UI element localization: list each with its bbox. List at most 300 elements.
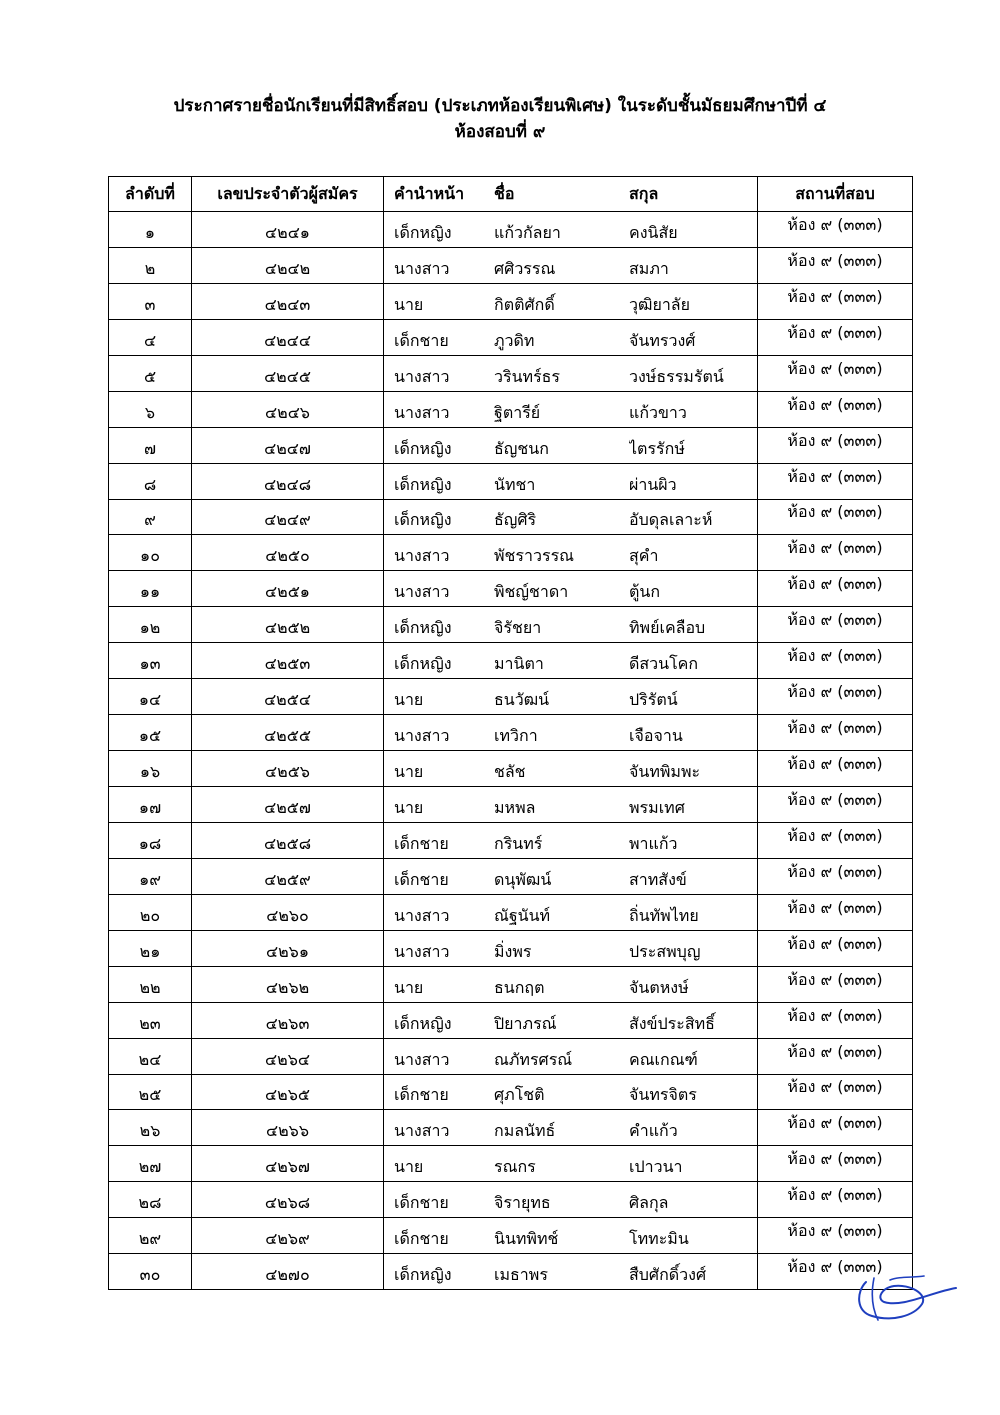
cell-first-name: [494, 930, 629, 966]
cell-prefix-text: นาย: [394, 797, 424, 817]
cell-number-text: ๒๕: [138, 1085, 162, 1105]
cell-number-text: ๑๓: [139, 654, 161, 674]
cell-first-name: [494, 1038, 629, 1074]
cell-first-name-text: นินทพิทช์: [494, 1229, 559, 1249]
cell-prefix: [384, 607, 495, 643]
cell-prefix-text: นางสาว: [394, 1049, 450, 1069]
cell-number-text: ๒๒: [139, 977, 161, 997]
cell-first-name-text: ธนกฤต: [494, 977, 545, 997]
cell-first-name-text: จิรัชยา: [494, 618, 542, 638]
table-row: [109, 1146, 913, 1182]
cell-prefix: [384, 894, 495, 930]
cell-applicant-id-text: ๔๒๔๔: [264, 330, 311, 350]
cell-first-name-text: รณกร: [494, 1157, 536, 1177]
cell-exam-location-text: ห้อง ๙ (๓๓๓): [787, 214, 883, 234]
cell-exam-location: [758, 966, 913, 1002]
cell-exam-location-text: ห้อง ๙ (๓๓๓): [787, 1221, 883, 1241]
cell-exam-location: [758, 643, 913, 679]
cell-exam-location-text: ห้อง ๙ (๓๓๓): [787, 322, 883, 342]
cell-exam-location: [758, 715, 913, 751]
cell-exam-location: [758, 499, 913, 535]
cell-applicant-id: [192, 463, 384, 499]
cell-last-name-text: ตู้นก: [629, 582, 661, 602]
cell-number-text: ๓: [144, 294, 156, 314]
cell-first-name-text: เทวิกา: [494, 726, 538, 746]
cell-applicant-id-text: ๔๒๖๘: [264, 1193, 311, 1213]
cell-last-name-text: คณเกณฑ์: [629, 1049, 698, 1069]
cell-prefix-text: นางสาว: [394, 1121, 450, 1141]
cell-applicant-id-text: ๔๒๕๙: [264, 869, 311, 889]
cell-exam-location: [758, 535, 913, 571]
cell-first-name: [494, 787, 629, 823]
cell-first-name-text: ธัญชนก: [494, 438, 549, 458]
cell-exam-location-text: ห้อง ๙ (๓๓๓): [787, 1185, 883, 1205]
cell-applicant-id: [192, 966, 384, 1002]
cell-applicant-id: [192, 535, 384, 571]
cell-first-name: [494, 1218, 629, 1254]
cell-prefix-text: เด็กชาย: [394, 1085, 449, 1105]
cell-number: [109, 535, 192, 571]
cell-applicant-id-text: ๔๒๖๖: [266, 1121, 309, 1141]
cell-exam-location: [758, 1110, 913, 1146]
cell-last-name: [629, 499, 758, 535]
cell-prefix: [384, 535, 495, 571]
cell-applicant-id-text: ๔๒๖๗: [265, 1157, 310, 1177]
cell-applicant-id-text: ๔๒๕๗: [264, 797, 311, 817]
table-row: [109, 319, 913, 355]
cell-number: [109, 1074, 192, 1110]
cell-prefix: [384, 212, 495, 248]
cell-first-name-text: ศุภโชติ: [494, 1085, 545, 1105]
cell-number-text: ๑: [144, 222, 156, 242]
cell-exam-location-text: ห้อง ๙ (๓๓๓): [787, 358, 883, 378]
cell-first-name: [494, 319, 629, 355]
cell-last-name: [629, 1038, 758, 1074]
cell-number-text: ๒: [144, 258, 156, 278]
cell-applicant-id: [192, 1074, 384, 1110]
cell-applicant-id-text: ๔๒๖๐: [266, 905, 309, 925]
cell-prefix: [384, 822, 495, 858]
cell-number: [109, 787, 192, 823]
cell-exam-location-text: ห้อง ๙ (๓๓๓): [787, 250, 883, 270]
table-row: [109, 355, 913, 391]
cell-first-name: [494, 463, 629, 499]
cell-prefix-text: นางสาว: [394, 366, 450, 386]
cell-exam-location-text: ห้อง ๙ (๓๓๓): [787, 538, 883, 558]
cell-applicant-id: [192, 751, 384, 787]
table-row: [109, 1218, 913, 1254]
cell-prefix: [384, 643, 495, 679]
cell-last-name-text: ปริรัตน์: [629, 690, 678, 710]
cell-applicant-id: [192, 1038, 384, 1074]
cell-first-name: [494, 247, 629, 283]
col-header-prefix: คำนำหน้า: [384, 177, 495, 212]
cell-number: [109, 1182, 192, 1218]
cell-first-name-text: ณัฐนันท์: [494, 905, 551, 925]
cell-last-name-text: จันทรจิตร: [629, 1085, 697, 1105]
cell-number-text: ๒๖: [139, 1121, 161, 1141]
cell-last-name-text: ประสพบุญ: [629, 941, 701, 961]
cell-applicant-id-text: ๔๒๕๐: [265, 546, 310, 566]
cell-exam-location-text: ห้อง ๙ (๓๓๓): [787, 574, 883, 594]
cell-prefix-text: เด็กหญิง: [394, 654, 452, 674]
cell-first-name-text: ภูวดิท: [494, 330, 535, 350]
cell-applicant-id: [192, 930, 384, 966]
cell-first-name: [494, 1146, 629, 1182]
cell-prefix: [384, 1182, 495, 1218]
cell-number-text: ๒๙: [138, 1229, 162, 1249]
cell-first-name-text: ชลัช: [494, 762, 526, 782]
cell-last-name-text: ผ่านผิว: [629, 474, 677, 494]
cell-last-name: [629, 1074, 758, 1110]
cell-number-text: ๒๐: [139, 905, 161, 925]
cell-exam-location-text: ห้อง ๙ (๓๓๓): [787, 789, 883, 809]
cell-applicant-id-text: ๔๒๕๒: [264, 618, 311, 638]
cell-prefix: [384, 679, 495, 715]
cell-exam-location-text: ห้อง ๙ (๓๓๓): [787, 861, 883, 881]
cell-prefix: [384, 463, 495, 499]
cell-number: [109, 966, 192, 1002]
cell-number-text: ๖: [144, 402, 156, 422]
cell-prefix: [384, 499, 495, 535]
cell-last-name-text: ทิพย์เคลือบ: [629, 618, 706, 638]
cell-applicant-id: [192, 212, 384, 248]
cell-last-name: [629, 607, 758, 643]
cell-number-text: ๑๑: [139, 582, 161, 602]
cell-prefix-text: นางสาว: [394, 258, 450, 278]
table-row: [109, 535, 913, 571]
cell-last-name-text: พาแก้ว: [629, 833, 678, 853]
cell-last-name: [629, 535, 758, 571]
cell-exam-location-text: ห้อง ๙ (๓๓๓): [787, 718, 883, 738]
cell-prefix-text: เด็กชาย: [394, 1193, 449, 1213]
cell-number-text: ๕: [143, 366, 157, 386]
cell-last-name-text: สมภา: [629, 258, 669, 278]
cell-first-name-text: มานิตา: [494, 654, 544, 674]
cell-first-name-text: แก้วกัลยา: [494, 222, 561, 242]
cell-last-name: [629, 715, 758, 751]
cell-prefix: [384, 1110, 495, 1146]
cell-prefix: [384, 1254, 495, 1290]
cell-number-text: ๒๔: [138, 1049, 162, 1069]
cell-last-name: [629, 930, 758, 966]
cell-prefix-text: เด็กชาย: [394, 869, 449, 889]
cell-prefix: [384, 355, 495, 391]
cell-number-text: ๙: [144, 510, 156, 530]
cell-number: [109, 715, 192, 751]
table-row: [109, 751, 913, 787]
cell-last-name: [629, 1002, 758, 1038]
cell-exam-location-text: ห้อง ๙ (๓๓๓): [787, 825, 883, 845]
cell-last-name-text: วุฒิยาลัย: [629, 294, 690, 314]
cell-prefix: [384, 1218, 495, 1254]
cell-exam-location: [758, 1218, 913, 1254]
cell-applicant-id-text: ๔๒๕๓: [264, 654, 311, 674]
cell-applicant-id-text: ๔๒๖๙: [265, 1229, 310, 1249]
table-row: [109, 571, 913, 607]
table-row: [109, 1002, 913, 1038]
table-header-row: [109, 177, 913, 212]
cell-applicant-id-text: ๔๒๔๗: [264, 438, 311, 458]
cell-number-text: ๗: [143, 438, 157, 458]
cell-prefix-text: เด็กหญิง: [394, 474, 452, 494]
cell-exam-location: [758, 858, 913, 894]
cell-exam-location-text: ห้อง ๙ (๓๓๓): [787, 754, 883, 774]
table-body: [109, 212, 913, 1290]
cell-exam-location-text: ห้อง ๙ (๓๓๓): [787, 933, 883, 953]
cell-applicant-id-text: ๔๒๕๔: [264, 690, 311, 710]
cell-number: [109, 643, 192, 679]
cell-first-name-text: พิชญ์ชาดา: [494, 582, 569, 602]
cell-last-name: [629, 787, 758, 823]
cell-applicant-id-text: ๔๒๖๕: [265, 1085, 310, 1105]
cell-last-name-text: จันทรวงศ์: [629, 330, 696, 350]
cell-first-name-text: นัทชา: [494, 474, 536, 494]
cell-first-name: [494, 1074, 629, 1110]
cell-prefix-text: เด็กหญิง: [394, 1265, 452, 1285]
cell-first-name: [494, 679, 629, 715]
cell-prefix: [384, 751, 495, 787]
cell-applicant-id: [192, 643, 384, 679]
cell-last-name: [629, 751, 758, 787]
cell-exam-location-text: ห้อง ๙ (๓๓๓): [787, 1113, 883, 1133]
cell-prefix-text: นางสาว: [394, 582, 450, 602]
cell-prefix: [384, 858, 495, 894]
cell-applicant-id-text: ๔๒๔๓: [264, 294, 311, 314]
cell-exam-location-text: ห้อง ๙ (๓๓๓): [787, 286, 883, 306]
cell-exam-location: [758, 787, 913, 823]
cell-prefix-text: เด็กหญิง: [394, 438, 452, 458]
cell-last-name-text: ดีสวนโคก: [629, 654, 699, 674]
cell-first-name-text: วรินทร์ธร: [494, 366, 561, 386]
cell-applicant-id-text: ๔๒๔๒: [264, 258, 311, 278]
cell-last-name: [629, 463, 758, 499]
cell-prefix-text: เด็กชาย: [394, 833, 449, 853]
cell-last-name: [629, 894, 758, 930]
cell-first-name: [494, 715, 629, 751]
cell-prefix-text: นางสาว: [394, 402, 450, 422]
signature-mark: [852, 1268, 960, 1326]
cell-first-name-text: ณภัทรศรณ์: [494, 1049, 573, 1069]
cell-exam-location: [758, 319, 913, 355]
announcement-title: ประกาศรายชื่อนักเรียนที่มีสิทธิ์สอบ (ประเภทห้องเรียนพิเศษ) ในระดับชั้นมัธยมศึกษาปีที่ ๔: [173, 96, 827, 116]
cell-first-name: [494, 966, 629, 1002]
col-header-applicant-id: เลขประจำตัวผู้สมัคร: [192, 177, 384, 212]
cell-first-name: [494, 391, 629, 427]
cell-number: [109, 1254, 192, 1290]
cell-number: [109, 1218, 192, 1254]
cell-exam-location: [758, 463, 913, 499]
cell-first-name-text: ฐิตารีย์: [494, 402, 541, 422]
cell-applicant-id: [192, 391, 384, 427]
cell-prefix-text: นาย: [394, 294, 424, 314]
cell-exam-location-text: ห้อง ๙ (๓๓๓): [787, 466, 883, 486]
cell-number: [109, 499, 192, 535]
cell-applicant-id: [192, 355, 384, 391]
cell-first-name-text: กรินทร์: [494, 833, 543, 853]
cell-last-name-text: สาทสังข์: [629, 869, 687, 889]
cell-first-name: [494, 1182, 629, 1218]
table-row: [109, 787, 913, 823]
cell-last-name: [629, 1254, 758, 1290]
col-header-number: ลำดับที่: [109, 177, 192, 212]
cell-applicant-id: [192, 1146, 384, 1182]
cell-exam-location-text: ห้อง ๙ (๓๓๓): [787, 682, 883, 702]
cell-exam-location: [758, 822, 913, 858]
table-row: [109, 715, 913, 751]
table-row: [109, 391, 913, 427]
cell-first-name-text: เมธาพร: [494, 1265, 548, 1285]
cell-applicant-id-text: ๔๒๔๕: [264, 366, 311, 386]
cell-prefix-text: เด็กชาย: [394, 1229, 449, 1249]
col-header-exam-location: สถานที่สอบ: [758, 177, 913, 212]
cell-applicant-id-text: ๔๒๖๓: [265, 1013, 310, 1033]
cell-exam-location-text: ห้อง ๙ (๓๓๓): [787, 502, 883, 522]
cell-last-name: [629, 427, 758, 463]
cell-prefix-text: เด็กหญิง: [394, 618, 452, 638]
cell-first-name-text: ปิยาภรณ์: [494, 1013, 557, 1033]
cell-exam-location: [758, 283, 913, 319]
cell-first-name-text: มหพล: [494, 797, 536, 817]
cell-first-name-text: จิรายุทธ: [494, 1193, 551, 1213]
cell-last-name-text: วงษ์ธรรมรัตน์: [629, 366, 724, 386]
cell-first-name: [494, 1110, 629, 1146]
cell-applicant-id: [192, 1218, 384, 1254]
cell-applicant-id: [192, 1254, 384, 1290]
cell-first-name: [494, 535, 629, 571]
cell-first-name-text: ศศิวรรณ: [494, 258, 556, 278]
cell-last-name: [629, 858, 758, 894]
cell-number: [109, 247, 192, 283]
cell-exam-location: [758, 894, 913, 930]
cell-prefix: [384, 319, 495, 355]
table-row: [109, 1182, 913, 1218]
cell-last-name-text: สุคำ: [629, 546, 659, 566]
student-roster-table: [108, 176, 913, 1290]
cell-exam-location-text: ห้อง ๙ (๓๓๓): [787, 969, 883, 989]
cell-applicant-id-text: ๔๒๖๑: [266, 941, 309, 961]
cell-last-name: [629, 355, 758, 391]
cell-number-text: ๒๗: [138, 1157, 162, 1177]
cell-number: [109, 319, 192, 355]
cell-last-name: [629, 212, 758, 248]
cell-last-name-text: ศิลกุล: [629, 1193, 669, 1213]
cell-prefix: [384, 1146, 495, 1182]
cell-exam-location-text: ห้อง ๙ (๓๓๓): [787, 1149, 883, 1169]
cell-exam-location-text: ห้อง ๙ (๓๓๓): [787, 1041, 883, 1061]
cell-applicant-id: [192, 283, 384, 319]
cell-prefix: [384, 1002, 495, 1038]
cell-applicant-id: [192, 679, 384, 715]
cell-applicant-id-text: ๔๒๕๘: [263, 833, 312, 853]
table-row: [109, 894, 913, 930]
table-row: [109, 1110, 913, 1146]
cell-first-name: [494, 355, 629, 391]
cell-prefix-text: นางสาว: [394, 726, 450, 746]
table-row: [109, 1254, 913, 1290]
cell-applicant-id-text: ๔๒๔๙: [264, 510, 311, 530]
cell-prefix: [384, 571, 495, 607]
table-row: [109, 1038, 913, 1074]
cell-applicant-id-text: ๔๒๔๘: [263, 474, 312, 494]
cell-first-name: [494, 822, 629, 858]
cell-prefix-text: นางสาว: [394, 941, 450, 961]
cell-last-name-text: อับดุลเลาะห์: [629, 510, 713, 530]
cell-exam-location: [758, 1182, 913, 1218]
cell-exam-location: [758, 607, 913, 643]
cell-applicant-id: [192, 247, 384, 283]
cell-last-name: [629, 1146, 758, 1182]
cell-first-name-text: กมลนัทธ์: [494, 1121, 556, 1141]
cell-number: [109, 1146, 192, 1182]
cell-first-name: [494, 283, 629, 319]
cell-number-text: ๑๘: [138, 833, 162, 853]
col-header-first-name: ชื่อ: [494, 177, 629, 212]
cell-last-name: [629, 391, 758, 427]
cell-first-name: [494, 427, 629, 463]
cell-prefix-text: นาย: [394, 690, 424, 710]
cell-applicant-id: [192, 894, 384, 930]
table-row: [109, 822, 913, 858]
cell-prefix-text: นางสาว: [394, 546, 450, 566]
cell-last-name: [629, 319, 758, 355]
cell-first-name-text: กิตติศักดิ์: [494, 294, 555, 314]
cell-number: [109, 679, 192, 715]
cell-applicant-id: [192, 1110, 384, 1146]
cell-applicant-id: [192, 571, 384, 607]
cell-number: [109, 1002, 192, 1038]
cell-prefix: [384, 930, 495, 966]
cell-exam-location: [758, 1002, 913, 1038]
cell-prefix: [384, 715, 495, 751]
cell-exam-location-text: ห้อง ๙ (๓๓๓): [787, 394, 883, 414]
cell-applicant-id: [192, 1182, 384, 1218]
cell-last-name: [629, 822, 758, 858]
cell-applicant-id: [192, 607, 384, 643]
cell-last-name: [629, 679, 758, 715]
cell-first-name: [494, 1254, 629, 1290]
cell-exam-location: [758, 427, 913, 463]
cell-prefix-text: นางสาว: [394, 905, 450, 925]
cell-number: [109, 930, 192, 966]
table-row: [109, 499, 913, 535]
cell-exam-location: [758, 391, 913, 427]
cell-exam-location-text: ห้อง ๙ (๓๓๓): [787, 1077, 883, 1097]
cell-last-name-text: เปาวนา: [629, 1157, 683, 1177]
cell-exam-location: [758, 571, 913, 607]
cell-applicant-id: [192, 822, 384, 858]
cell-first-name-text: มิ่งพร: [494, 941, 532, 961]
cell-prefix-text: เด็กหญิง: [394, 222, 452, 242]
cell-prefix: [384, 966, 495, 1002]
cell-number-text: ๒๘: [138, 1193, 162, 1213]
cell-exam-location: [758, 1074, 913, 1110]
col-header-last-name: สกุล: [629, 177, 758, 212]
cell-number: [109, 391, 192, 427]
cell-applicant-id-text: ๔๒๗๐: [265, 1265, 310, 1285]
cell-exam-location-text: ห้อง ๙ (๓๓๓): [787, 646, 883, 666]
cell-number-text: ๑๐: [140, 546, 160, 566]
cell-exam-location: [758, 751, 913, 787]
cell-exam-location-text: ห้อง ๙ (๓๓๓): [787, 897, 883, 917]
cell-number: [109, 751, 192, 787]
cell-last-name: [629, 283, 758, 319]
cell-exam-location: [758, 930, 913, 966]
cell-last-name: [629, 1182, 758, 1218]
cell-number: [109, 283, 192, 319]
table-row: [109, 607, 913, 643]
cell-first-name-text: ธัญศิริ: [494, 510, 537, 530]
